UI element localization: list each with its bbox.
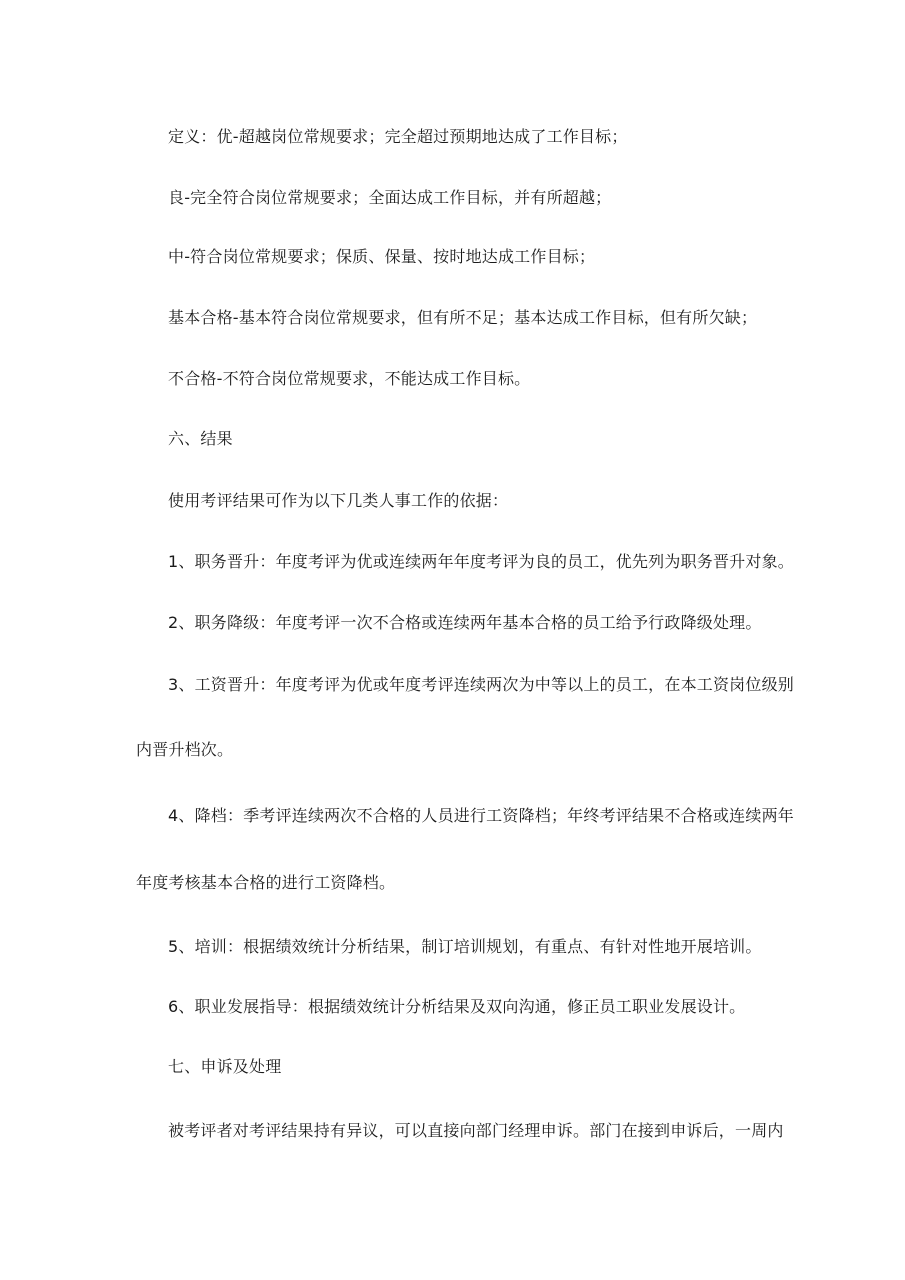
definition-fail: 不合格-不符合岗位常规要求，不能达成工作目标。	[168, 369, 531, 388]
section-heading-appeal: 七、申诉及处理	[168, 1057, 282, 1076]
result-item-salary-raise-cont: 内晋升档次。	[136, 740, 234, 759]
result-item-salary-raise: 3、工资晋升：年度考评为优或年度考评连续两次为中等以上的员工，在本工资岗位级别	[168, 675, 794, 694]
appeal-paragraph: 被考评者对考评结果持有异议，可以直接向部门经理申诉。部门在接到申诉后，一周内	[168, 1121, 784, 1140]
result-item-career: 6、职业发展指导：根据绩效统计分析结果及双向沟通，修正员工职业发展设计。	[168, 997, 746, 1016]
section-heading-results: 六、结果	[168, 429, 233, 448]
result-item-promotion: 1、职务晋升：年度考评为优或连续两年年度考评为良的员工，优先列为职务晋升对象。	[168, 552, 794, 571]
result-item-downgrade-cont: 年度考核基本合格的进行工资降档。	[136, 873, 396, 892]
definition-basic-pass: 基本合格-基本符合岗位常规要求，但有所不足；基本达成工作目标，但有所欠缺；	[168, 308, 758, 327]
result-item-downgrade: 4、降档：季考评连续两次不合格的人员进行工资降档；年终考评结果不合格或连续两年	[168, 806, 794, 825]
definition-medium: 中-符合岗位常规要求；保质、保量、按时地达成工作目标；	[168, 247, 596, 266]
definition-excellent: 定义：优-超越岗位常规要求；完全超过预期地达成了工作目标；	[168, 127, 628, 146]
result-item-demotion: 2、职务降级：年度考评一次不合格或连续两年基本合格的员工给予行政降级处理。	[168, 613, 762, 632]
result-item-training: 5、培训：根据绩效统计分析结果，制订培训规划，有重点、有针对性地开展培训。	[168, 937, 762, 956]
results-intro: 使用考评结果可作为以下几类人事工作的依据：	[168, 491, 509, 510]
definition-good: 良-完全符合岗位常规要求；全面达成工作目标，并有所超越；	[168, 188, 612, 207]
